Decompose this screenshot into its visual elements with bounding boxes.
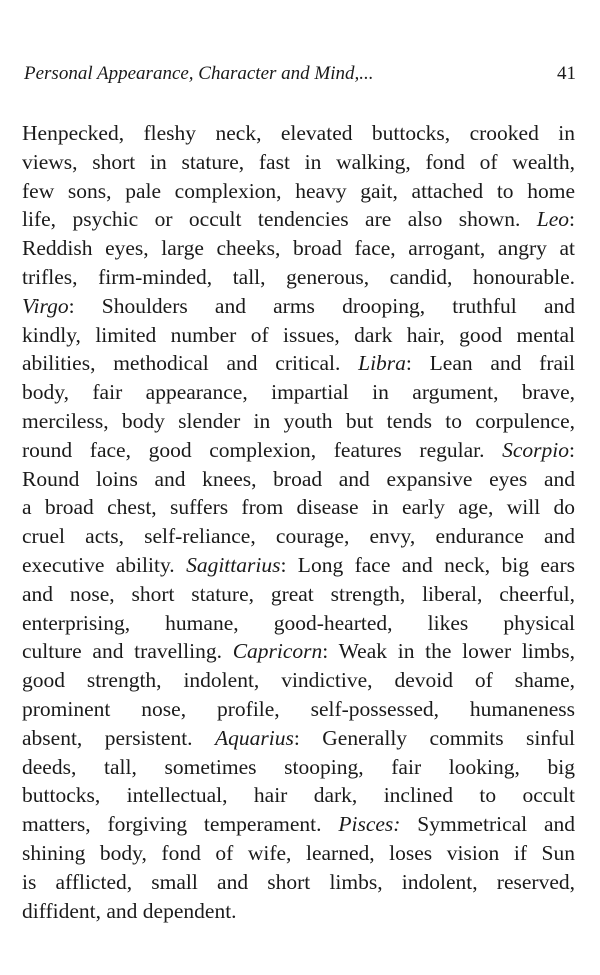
text-line	[22, 321, 575, 350]
text-run: views, short in stature, fast in walking, fond of wealth,	[22, 149, 575, 174]
text-line	[22, 609, 575, 638]
text-run: cruel acts, self-reliance, courage, envy, endurance and	[22, 524, 575, 549]
text-run: : Shoulders and arms drooping, truthful and	[68, 293, 575, 318]
text-line	[22, 148, 575, 177]
zodiac-sign-name: Libra	[358, 351, 406, 376]
text-line	[22, 436, 575, 465]
text-run: few sons, pale complexion, heavy gait, attached to home	[22, 178, 575, 203]
text-run: abilities, methodical and critical.	[22, 351, 359, 376]
text-line	[22, 580, 575, 609]
text-run: life, psychic or occult tendencies are also shown.	[22, 207, 537, 232]
text-run: Henpecked, fleshy neck, elevated buttocks, crooked in	[22, 121, 575, 145]
text-run: trifles, firm-minded, tall, generous, candid, honourable.	[22, 264, 575, 289]
text-run: matters, forgiving temperament.	[22, 812, 339, 837]
text-line	[22, 292, 575, 321]
text-line	[22, 839, 575, 868]
text-run: good strength, indolent, vindictive, devoid of shame,	[22, 668, 575, 693]
running-title: Personal Appearance, Character and Mind,...	[24, 63, 374, 84]
text-line	[22, 868, 575, 897]
text-run: diffident, and dependent.	[22, 898, 237, 923]
text-line	[22, 263, 575, 292]
text-run: deeds, tall, sometimes stooping, fair looking, big	[22, 754, 575, 779]
text-run: : Long face and neck, big ears	[280, 552, 575, 577]
zodiac-sign-name: Sagittarius	[186, 552, 281, 577]
text-run: shining body, fond of wife, learned, loses vision if Sun	[22, 840, 575, 865]
text-line	[22, 522, 575, 551]
text-line	[22, 407, 575, 436]
zodiac-sign-name: Virgo	[22, 293, 69, 318]
text-run: is afflicted, small and short limbs, indolent, reserved,	[22, 869, 575, 894]
text-line	[22, 753, 575, 782]
text-run: absent, persistent.	[22, 725, 215, 750]
text-line	[22, 637, 575, 666]
text-line	[22, 177, 575, 206]
text-run: kindly, limited number of issues, dark hair, good mental	[22, 322, 575, 347]
zodiac-sign-name: Capricorn	[232, 639, 323, 664]
text-line	[22, 724, 575, 753]
text-run: :	[569, 207, 575, 232]
text-run: : Generally commits sinful	[293, 725, 575, 750]
text-line	[22, 810, 575, 839]
text-line	[22, 897, 575, 926]
text-run: body, fair appearance, impartial in argument, brave,	[22, 380, 575, 405]
text-line	[22, 378, 575, 407]
text-run: enterprising, humane, good-hearted, likes physical	[22, 610, 575, 635]
text-line	[22, 493, 575, 522]
zodiac-sign-name: Scorpio	[502, 437, 570, 462]
text-line	[22, 205, 575, 234]
text-line	[22, 234, 575, 263]
text-line	[22, 666, 575, 695]
text-line	[22, 781, 575, 810]
text-line	[22, 119, 575, 148]
zodiac-sign-name: Pisces:	[338, 812, 401, 837]
text-run: Round loins and knees, broad and expansive eyes and	[22, 466, 575, 491]
text-run: : Lean and frail	[405, 351, 575, 376]
text-run: :	[569, 437, 575, 462]
text-line	[22, 349, 575, 378]
text-line	[22, 551, 575, 580]
text-run: executive ability.	[22, 552, 187, 577]
text-run: culture and travelling.	[22, 639, 233, 664]
text-run: merciless, body slender in youth but tends to corpulence,	[22, 408, 575, 433]
text-run: Symmetrical and	[400, 812, 576, 837]
text-run: : Weak in the lower limbs,	[322, 639, 575, 664]
text-run: and nose, short stature, great strength, liberal, cheerful,	[22, 581, 575, 606]
text-run: a broad chest, suffers from disease in early age, will do	[22, 495, 575, 520]
zodiac-sign-name: Leo	[536, 207, 570, 232]
text-run: buttocks, intellectual, hair dark, inclined to occult	[22, 783, 575, 808]
body-paragraph	[22, 119, 575, 925]
running-head	[24, 62, 576, 86]
page-number: 41	[557, 63, 576, 84]
zodiac-sign-name: Aquarius	[215, 725, 294, 750]
text-run: round face, good complexion, features regular.	[22, 437, 503, 462]
text-run: Reddish eyes, large cheeks, broad face, arrogant, angry at	[22, 236, 575, 261]
text-line	[22, 695, 575, 724]
text-line	[22, 465, 575, 494]
text-run: prominent nose, profile, self-possessed, humaneness	[22, 696, 575, 721]
